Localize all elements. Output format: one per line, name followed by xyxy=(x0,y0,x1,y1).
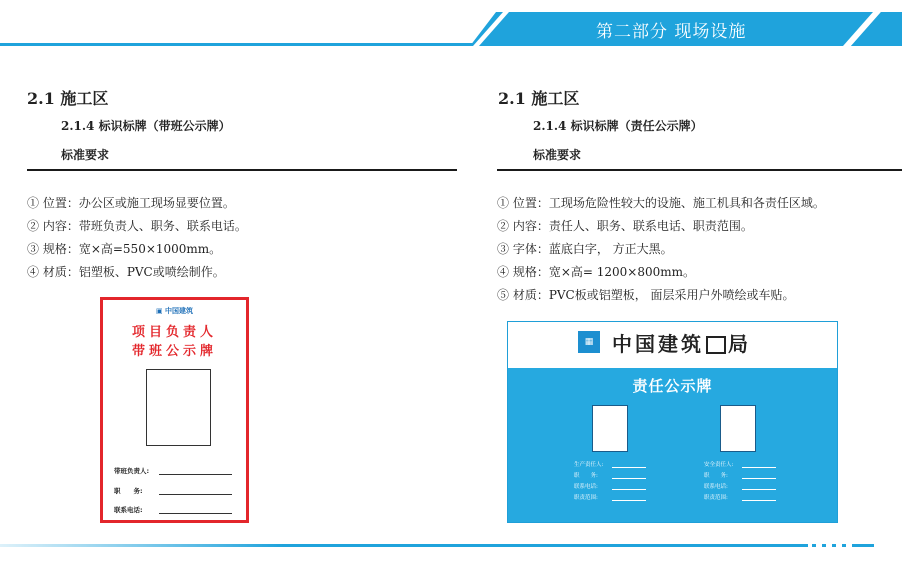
sign-field: 职 务: xyxy=(574,473,598,479)
header-title: 第二部分 现场设施 xyxy=(596,22,747,42)
sign-field: 生产责任人: xyxy=(574,462,604,468)
sign-field: 联系电话: xyxy=(574,484,598,490)
sign-field-line xyxy=(742,467,776,468)
list-item: ① 位置：办公区或施工现场显要位置。 xyxy=(27,196,235,210)
left-divider xyxy=(27,169,457,171)
list-item: ① 位置：工现场危险性较大的设施、施工机具和各责任区域。 xyxy=(497,196,825,210)
header-band xyxy=(0,0,902,50)
sign-field-line xyxy=(612,489,646,490)
company-logo-icon: ▦ xyxy=(578,331,600,353)
sign-field-position: 职 务: xyxy=(114,487,143,495)
company-name-prefix: 中国建筑 xyxy=(612,332,704,356)
list-item: ④ 材质：铝塑板、PVC或喷绘制作。 xyxy=(27,265,225,279)
sign-field-line xyxy=(159,474,232,475)
photo-placeholder-left xyxy=(592,405,628,452)
duty-board-sign-image xyxy=(100,297,249,523)
company-name-suffix: 局 xyxy=(728,332,751,356)
sign-field: 职责范围: xyxy=(574,495,598,501)
right-requirement-list xyxy=(497,192,825,307)
sign-brand-logo: ▣ 中国建筑 xyxy=(155,307,194,315)
sign-field: 职 务: xyxy=(704,473,728,479)
left-requirement-list xyxy=(27,192,247,284)
sign-title-line1: 项目负责人 xyxy=(131,325,217,340)
list-item: ② 内容：带班负责人、职务、联系电话。 xyxy=(27,219,247,233)
list-item: ⑤ 材质：PVC板或铝塑板， 面层采用户外喷绘或车贴。 xyxy=(497,288,795,302)
sign-company-name xyxy=(612,328,751,357)
list-item: ② 内容：责任人、职务、联系电话、职责范围。 xyxy=(497,219,753,233)
photo-placeholder xyxy=(146,369,211,446)
sign-title-line2: 带班公示牌 xyxy=(131,344,217,359)
right-requirement-heading: 标准要求 xyxy=(533,148,582,162)
sign-field-line xyxy=(742,500,776,501)
sign-brand-text: 中国建筑 xyxy=(165,307,194,315)
sign-field-line xyxy=(742,478,776,479)
left-section-title: 2.1 施工区 xyxy=(27,89,109,108)
sign-field-leader: 带班负责人: xyxy=(114,467,150,475)
left-subsection-title: 2.1.4 标识标牌（带班公示牌） xyxy=(61,119,231,133)
sign-field-line xyxy=(159,513,232,514)
sign-field-line xyxy=(612,467,646,468)
sign-field-line xyxy=(612,478,646,479)
sign-field: 职责范围: xyxy=(704,495,728,501)
sign-field-phone: 联系电话: xyxy=(114,506,143,514)
sign-board-title: 责任公示牌 xyxy=(632,377,713,395)
right-section-title: 2.1 施工区 xyxy=(498,89,580,108)
list-item: ④ 规格：宽×高= 1200×800mm。 xyxy=(497,265,695,279)
footer-band xyxy=(0,540,902,560)
sign-field-line xyxy=(159,494,232,495)
sign-field-line xyxy=(612,500,646,501)
list-item: ③ 规格：宽×高=550×1000mm。 xyxy=(27,242,222,256)
list-item: ③ 字体：蓝底白字， 方正大黑。 xyxy=(497,242,673,256)
blank-box xyxy=(706,336,726,354)
sign-field: 安全责任人: xyxy=(704,462,734,468)
sign-field-line xyxy=(742,489,776,490)
right-divider xyxy=(497,169,902,171)
photo-placeholder-right xyxy=(720,405,756,452)
responsibility-board-sign-image xyxy=(507,321,838,523)
sign-field: 联系电话: xyxy=(704,484,728,490)
left-requirement-heading: 标准要求 xyxy=(61,148,110,162)
right-subsection-title: 2.1.4 标识标牌（责任公示牌） xyxy=(533,119,703,133)
